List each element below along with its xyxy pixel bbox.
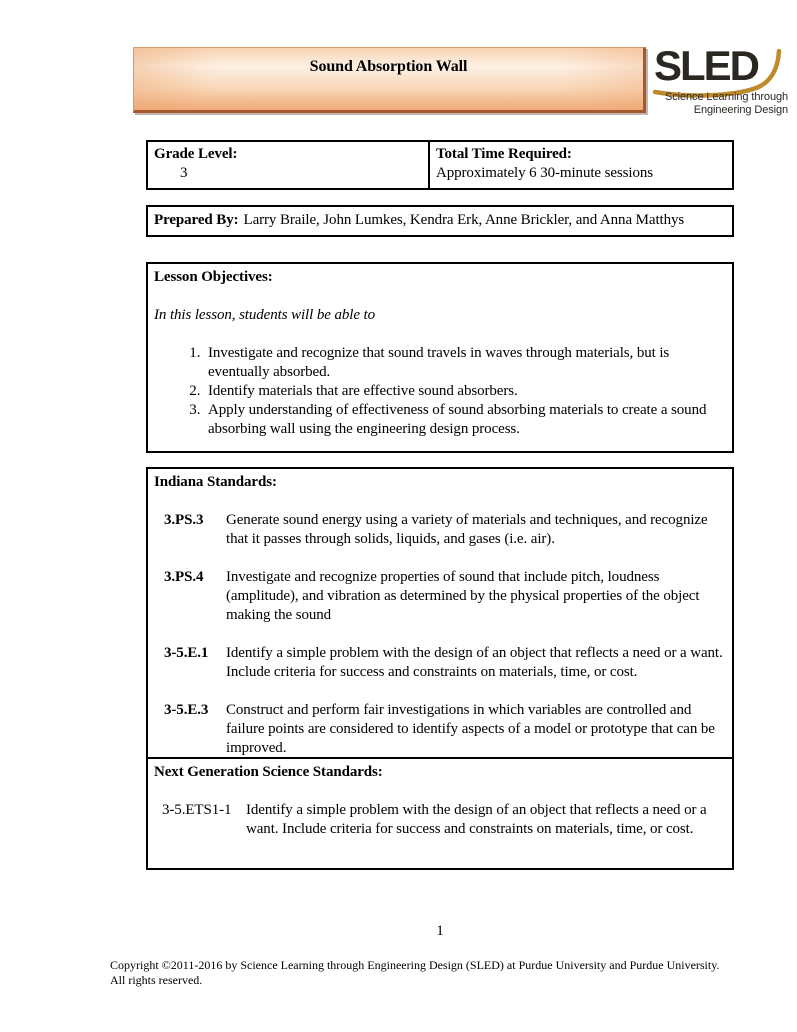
objective-item: 1. Investigate and recognize that sound travels in waves through materials, but is eventually absorbed. bbox=[204, 344, 722, 382]
standard-text: Identify a simple problem with the design of an object that reflects a need or a want. Include criteria for success and constraints on materials, time, or cost. bbox=[246, 802, 707, 837]
total-time-cell bbox=[430, 142, 732, 188]
page-number: 1 bbox=[436, 923, 444, 939]
standard-code: 3-5.E.3 bbox=[164, 702, 209, 718]
standard-row bbox=[164, 568, 726, 625]
objective-item: 2. Identify materials that are effective sound absorbers. bbox=[204, 382, 722, 401]
standard-text: Generate sound energy using a variety of materials and techniques, and recognize that it passes through solids, liquids, and gases (i.e. air). bbox=[226, 512, 708, 547]
copyright-notice bbox=[110, 958, 772, 987]
grade-level-label: Grade Level: bbox=[154, 146, 238, 162]
objective-item: 3. Apply understanding of effectiveness of sound absorbing materials to create a sound absorbing wall using the engineering design process. bbox=[204, 401, 722, 439]
lesson-objectives-intro: In this lesson, students will be able to bbox=[154, 307, 375, 323]
lesson-objectives-box bbox=[146, 262, 734, 453]
sled-logo bbox=[652, 42, 790, 118]
document-title: Sound Absorption Wall bbox=[309, 58, 468, 75]
prepared-by-box bbox=[146, 205, 734, 237]
prepared-by-label: Prepared By: bbox=[154, 212, 239, 228]
ngss-box bbox=[146, 757, 734, 870]
logo-tagline bbox=[665, 91, 788, 116]
indiana-standards-header: Indiana Standards: bbox=[154, 474, 277, 490]
indiana-standards-box bbox=[146, 467, 734, 759]
logo-tagline-line1: Science Learning through bbox=[665, 91, 788, 103]
lesson-objectives-list bbox=[154, 344, 726, 439]
grade-level-value: 3 bbox=[180, 165, 188, 181]
title-banner bbox=[133, 47, 646, 113]
standard-code: 3.PS.3 bbox=[164, 512, 204, 528]
info-table bbox=[146, 140, 734, 190]
total-time-label: Total Time Required: bbox=[436, 146, 572, 162]
prepared-by-names: Larry Braile, John Lumkes, Kendra Erk, Anne Brickler, and Anna Matthys bbox=[243, 212, 685, 228]
logo-tagline-line2: Engineering Design bbox=[693, 103, 788, 116]
copyright-line2: All rights reserved. bbox=[110, 972, 203, 987]
standard-code: 3-5.E.1 bbox=[164, 645, 209, 661]
total-time-value: Approximately 6 30-minute sessions bbox=[436, 165, 653, 181]
grade-level-cell bbox=[148, 142, 430, 188]
standard-code: 3.PS.4 bbox=[164, 569, 204, 585]
standard-text: Identify a simple problem with the design of an object that reflects a need or a want. Include criteria for success and constraints on materials, time, or cost. bbox=[226, 645, 723, 680]
standard-code: 3-5.ETS1-1 bbox=[162, 802, 232, 818]
standard-text: Investigate and recognize properties of sound that include pitch, loudness (amplitude), and vibration as determined by the physical properties of the object making the sound bbox=[226, 569, 700, 623]
copyright-line1: Copyright ©2011-2016 by Science Learning through Engineering Design (SLED) at Purdue University and Purdue University. bbox=[110, 958, 720, 972]
standard-row bbox=[162, 801, 726, 839]
standard-row bbox=[164, 701, 726, 758]
ngss-header: Next Generation Science Standards: bbox=[154, 764, 383, 780]
lesson-objectives-header: Lesson Objectives: bbox=[154, 269, 273, 285]
standard-row bbox=[164, 511, 726, 549]
standard-text: Construct and perform fair investigations in which variables are controlled and failure points are considered to identify aspects of a model or prototype that can be improved. bbox=[226, 702, 715, 756]
standard-row bbox=[164, 644, 726, 682]
logo-wordmark: SLED bbox=[654, 42, 759, 89]
